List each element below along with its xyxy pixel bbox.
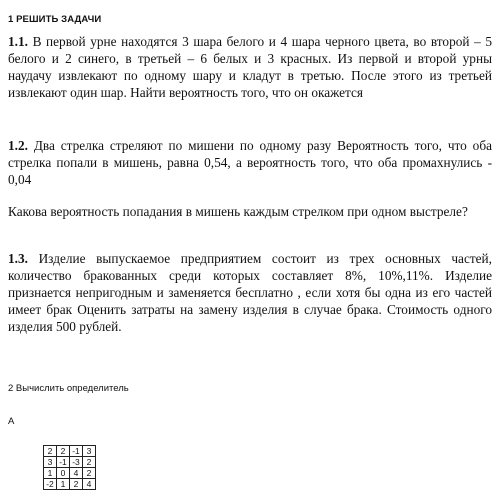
matrix-cell: 3	[83, 446, 96, 457]
problem-text: Какова вероятность попадания в мишень каждым стрелком при одном выстреле?	[8, 204, 468, 219]
problem-number: 1.3.	[8, 251, 28, 266]
matrix-cell: 0	[57, 468, 70, 479]
problem-text: Изделие выпускаемое предприятием состоит из трех основных частей, количество бракованных среди которых составляет 8%, 10%,11%. Изделие признается непригодным и заменяется бесплатно , если хотя бы одна из его частей имеет брак Оценить затраты на замену изделия в случае брака. Стоимость одного изделия 500 рублей.	[8, 251, 492, 334]
problem-1-2	[8, 137, 492, 188]
problem-1-2-question	[8, 203, 492, 220]
matrix-cell: 3	[44, 457, 57, 468]
matrix-cell: 2	[83, 457, 96, 468]
matrix-row	[44, 457, 96, 468]
matrix-cell: 1	[57, 479, 70, 490]
matrix-cell: 4	[83, 479, 96, 490]
matrix-cell: -2	[44, 479, 57, 490]
problem-number: 1.2.	[8, 138, 28, 153]
matrix-cell: 2	[70, 479, 83, 490]
matrix-row	[44, 446, 96, 457]
problem-1-1	[8, 33, 492, 101]
matrix-cell: 2	[44, 446, 57, 457]
problem-text: Два стрелка стреляют по мишени по одному разу Вероятность того, что оба стрелка попали в мишень, равна 0,54, а вероятность того, что оба промахнулись - 0,04	[8, 138, 492, 187]
matrix-row	[44, 479, 96, 490]
matrix-row	[44, 468, 96, 479]
matrix-cell: 4	[70, 468, 83, 479]
matrix-cell: -1	[70, 446, 83, 457]
matrix-cell: 2	[57, 446, 70, 457]
determinant-matrix	[43, 445, 96, 490]
section-2-title: 2 Вычислить определитель	[8, 383, 129, 394]
problem-number: 1.1.	[8, 34, 28, 49]
matrix-cell: 2	[83, 468, 96, 479]
matrix-label: А	[8, 416, 15, 427]
matrix-cell: 1	[44, 468, 57, 479]
matrix-cell: -1	[57, 457, 70, 468]
matrix-cell: -3	[70, 457, 83, 468]
problem-1-3	[8, 250, 492, 335]
section-title: 1 РЕШИТЬ ЗАДАЧИ	[8, 14, 102, 25]
problem-text: В первой урне находятся 3 шара белого и 4 шара черного цвета, во второй – 5 белого и 2 синего, в третьей – 6 белых и 3 красных. Из первой и второй урны наудачу извлекают по одному шару и кладут в третью. После этого из третьей извлекают один шар. Найти вероятность того, что он окажется	[8, 34, 492, 100]
